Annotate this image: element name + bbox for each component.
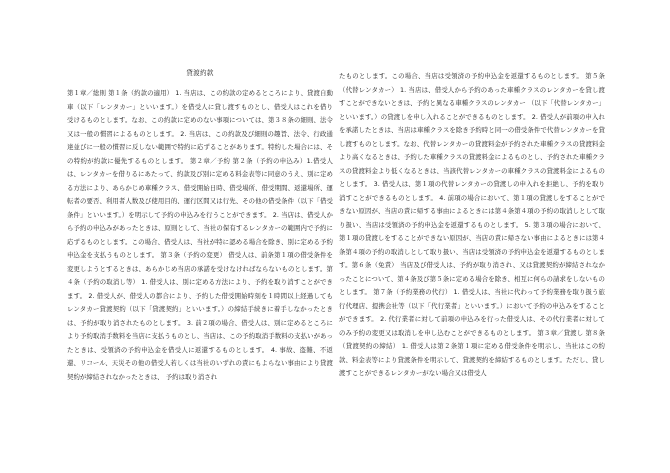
right-column	[339, 70, 605, 422]
left-column	[67, 70, 333, 422]
right-column-text: たものとします。この場合、当店は受領済の予約申込金を返還するものとします。 第５条（代替レンタカー） 1. 当店は、借受人から予約のあった車種クラスのレンタカーを貸し渡すことができないときは、予約と異なる車種クラスのレンタカー （以下「代替レンタカー」といいます。）の貸渡しを申し入れることができるものとします。 2. 借受人が前項の申入れを承諾したときは、当店は車種クラスを除き予約時と同一の借受条件で代替レンタカーを貸し渡すものとします。なお、代替レンタカーの貸渡料金が予約された車種クラスの貸渡料金より高くなるときは、予約した車種クラスの貸渡料金によるものとし、予約された車種クラスの貸渡料金より低くなるときは、当該代替レンタカーの車種クラスの貸渡料金によるものとします。 3. 借受人は、第１項の代替レンタカーの貸渡しの申入れを拒絶し、予約を取り消すことができるものとします。 4. 前項の場合において、第１項の貸渡しをすることができない原因が、当店の責に帰する事由によるときには第４条第４項の予約の取消しとして取り扱い、当店は受領済の予約申込金を返還するものとします。 5. 第３項の場合において、第１項の貸渡しをすることができない原因が、当店の責に帰さない事由によるときには第４条第４項の予約の取消しとして取り扱い、当店は受領済の予約申込金を返還するものとします。第６条（免責） 当店及び借受人は、予約が取り消され、又は貸渡契約が締結されなかったことについて、第４条及び第５条に定める場合を除き、相互に何らの請求をしないものとします。 第７条（予約業務の代行） 1. 借受人は、当社に代わって予約業務を取り扱う旅行代理店、提携会社等（以下「代行業者」といいます。）において予約の申込みをすることができます。 2. 代行業者に対して前項の申込みを行った借受人は、その代行業者に対してのみ予約の変更又は取消しを申し込むことができるものとします。 第３章／貸渡し 第８条（貸渡契約の締結） 1. 借受人は第２条第１項に定める借受条件を明示し、当社はこの約款、料金表等により貸渡条件を明示して、貸渡契約を締結するものとします。ただし、貸し渡すことができるレンタカーがない場合又は借受人	[339, 72, 605, 377]
left-column-text: 第１章／総則 第１条（約款の適用） 1. 当店は、この約款の定めるところにより、貸渡自動車（以下「レンタカー」といいます。）を借受人に貸し渡すものとし、借受人はこれを借り 受けるものとします。なお、この約款に定めのない事項については、第３８条の細則、法令又は一般の慣習によるものとします。 2. 当店は、この約款及び細則の趣旨、法令、行政通達並びに一般の慣習に反しない範囲で特約に応ずることがあります。特約した場合には、その特約が約款に優先するものとします。 第２章／予約 第２条（予約の申込み）1.借受人は、レンタカーを借りるにあたって、約款及び別に定める料金表等に同意のうえ、別に定める方法により、あらかじめ車種クラス、借受開始日時、借受場所、借受期間、返還場所、運転者の要否、利用者人数及び使用目的、運行区間又は行先、その他の借受条件（以下「借受条件」といいます。）を明示して予約の申込みを行うことができます。 2. 当店は、借受人から予約の申込みがあったときは、原則として、当社の保有するレンタカーの範囲内で予約に応ずるものとします。この場合、借受人は、当社が特に認める場合を除き、別に定める予約申込金を支払うものとします。 第３条（予約の変更） 借受人は、前条第１項の借受条件を変更しようとするときは、あらかじめ当店の承諾を受けなければならないものとします。第４条（予約の取消し等） 1. 借受人は、別に定める方法により、予約を取り消すことができます。 2. 借受人が、借受人の都合により、予約した借受開始時刻を１時間以上経過してもレンタカー貸渡契約（以下「貸渡契約」といいます。）の締結手続きに着手しなかったときは、予約が取り消されたものとします。 3. 前２項の場合、借受人は、別に定めるところにより予約取消手数料を当店に支払うものとし、当店は、この予約取消手数料の支払いがあったときは、受領済の予約申込金を借受人に返還するものとします。 4. 事故、盗難、不返還、リコール、天災その他の借受人若しくは当社のいずれの責にもよらない事由により貸渡契約が締結されなかったときは、 予約は取り消され	[67, 89, 333, 381]
document-title: 貸渡約款	[186, 69, 214, 77]
